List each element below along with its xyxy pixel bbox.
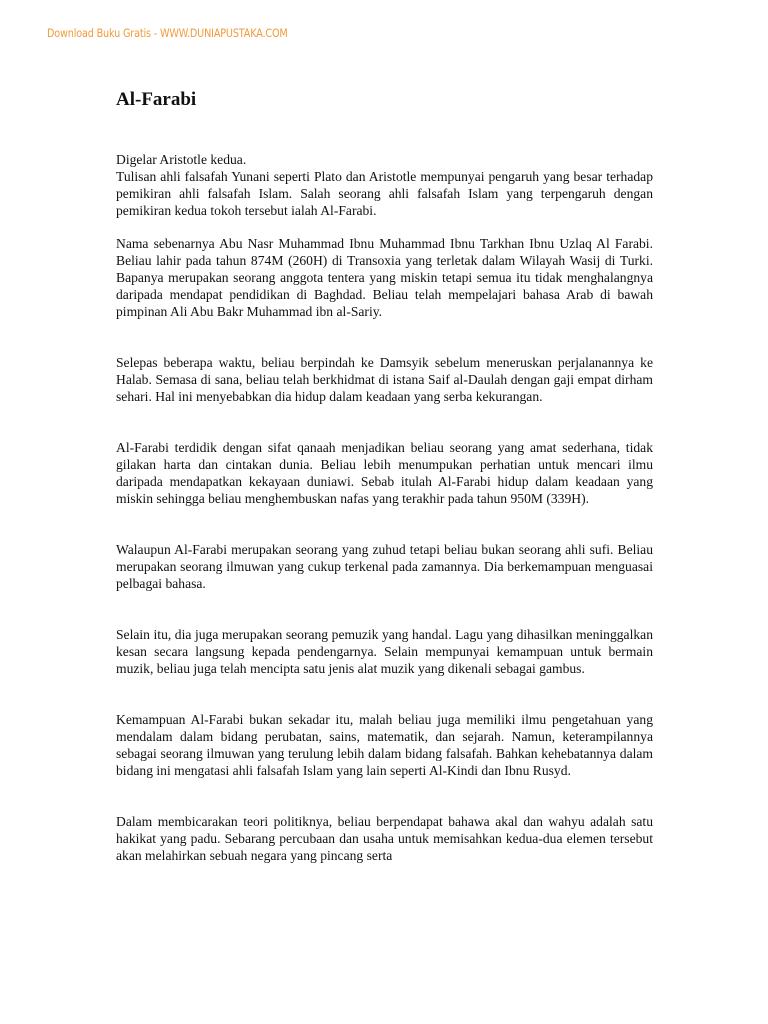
paragraph-music: Selain itu, dia juga merupakan seorang pemuzik yang handal. Lagu yang dihasilkan meninggalkan kesan secara langsung kepada pendengarnya. Selain mempunyai kemampuan untuk bermain muzik, beliau juga telah mencipta satu jenis alat muzik yang dikenali sebagai gambus. — [116, 627, 653, 676]
spacer — [116, 405, 653, 439]
paragraph-subtitle: Digelar Aristotle kedua. — [116, 152, 247, 167]
spacer — [116, 677, 653, 711]
spacer — [116, 507, 653, 541]
paragraph-intro: Tulisan ahli falsafah Yunani seperti Plato dan Aristotle mempunyai pengaruh yang besar terhadap pemikiran ahli falsafah Islam. Salah seorang ahli falsafah Islam yang terpengaruh dengan pemikiran kedua tokoh tersebut ialah Al-Farabi. — [116, 169, 653, 218]
paragraph-knowledge: Kemampuan Al-Farabi bukan sekadar itu, malah beliau juga memiliki ilmu pengetahuan yang mendalam dalam bidang perubatan, sains, matematik, dan sejarah. Namun, keterampilannya sebagai seorang ilmuwan yang terulung lebih dalam bidang falsafah. Bahkan kehebatannya dalam bidang ini mengatasi ahli falsafah Islam yang lain seperti Al-Kindi dan Ibnu Rusyd. — [116, 712, 653, 778]
watermark-link[interactable]: Download Buku Gratis - WWW.DUNIAPUSTAKA.COM — [47, 26, 288, 40]
spacer — [116, 320, 653, 354]
page-title: Al-Farabi — [116, 89, 197, 110]
paragraph-politics: Dalam membicarakan teori politiknya, beliau berpendapat bahawa akal dan wahyu adalah satu hakikat yang padu. Sebarang percubaan dan usaha untuk memisahkan kedua-dua elemen tersebut akan melahirkan sebuah negara yang pincang serta — [116, 814, 653, 863]
spacer — [116, 779, 653, 813]
paragraph-biography: Nama sebenarnya Abu Nasr Muhammad Ibnu Muhammad Ibnu Tarkhan Ibnu Uzlaq Al Farabi. Beliau lahir pada tahun 874M (260H) di Transoxia yang terletak dalam Wilayah Wasij di Turki. Bapanya merupakan seorang anggota tentera yang miskin tetapi semua itu tidak menghalangnya daripada mendapat pendidikan di Baghdad. Beliau telah mempelajari bahasa Arab di bawah pimpinan Ali Abu Bakr Muhammad ibn al-Sariy. — [116, 236, 653, 319]
document-page — [116, 88, 653, 864]
spacer — [116, 592, 653, 626]
paragraph-scholar: Walaupun Al-Farabi merupakan seorang yang zuhud tetapi beliau bukan seorang ahli sufi. Beliau merupakan seorang ilmuwan yang cukup terkenal pada zamannya. Dia berkemampuan menguasai pelbagai bahasa. — [116, 542, 653, 591]
paragraph-travels: Selepas beberapa waktu, beliau berpindah ke Damsyik sebelum meneruskan perjalanannya ke Halab. Semasa di sana, beliau telah berkhidmat di istana Saif al-Daulah dengan gaji empat dirham sehari. Hal ini menyebabkan dia hidup dalam keadaan yang serba kekurangan. — [116, 355, 653, 404]
spacer — [116, 219, 653, 235]
paragraph-character: Al-Farabi terdidik dengan sifat qanaah menjadikan beliau seorang yang amat sederhana, tidak gilakan harta dan cintakan dunia. Beliau lebih menumpukan perhatian untuk mencari ilmu daripada mendapatkan kekayaan duniawi. Sebab itulah Al-Farabi hidup dalam keadaan yang miskin sehingga beliau menghembuskan nafas yang terakhir pada tahun 950M (339H). — [116, 440, 653, 506]
